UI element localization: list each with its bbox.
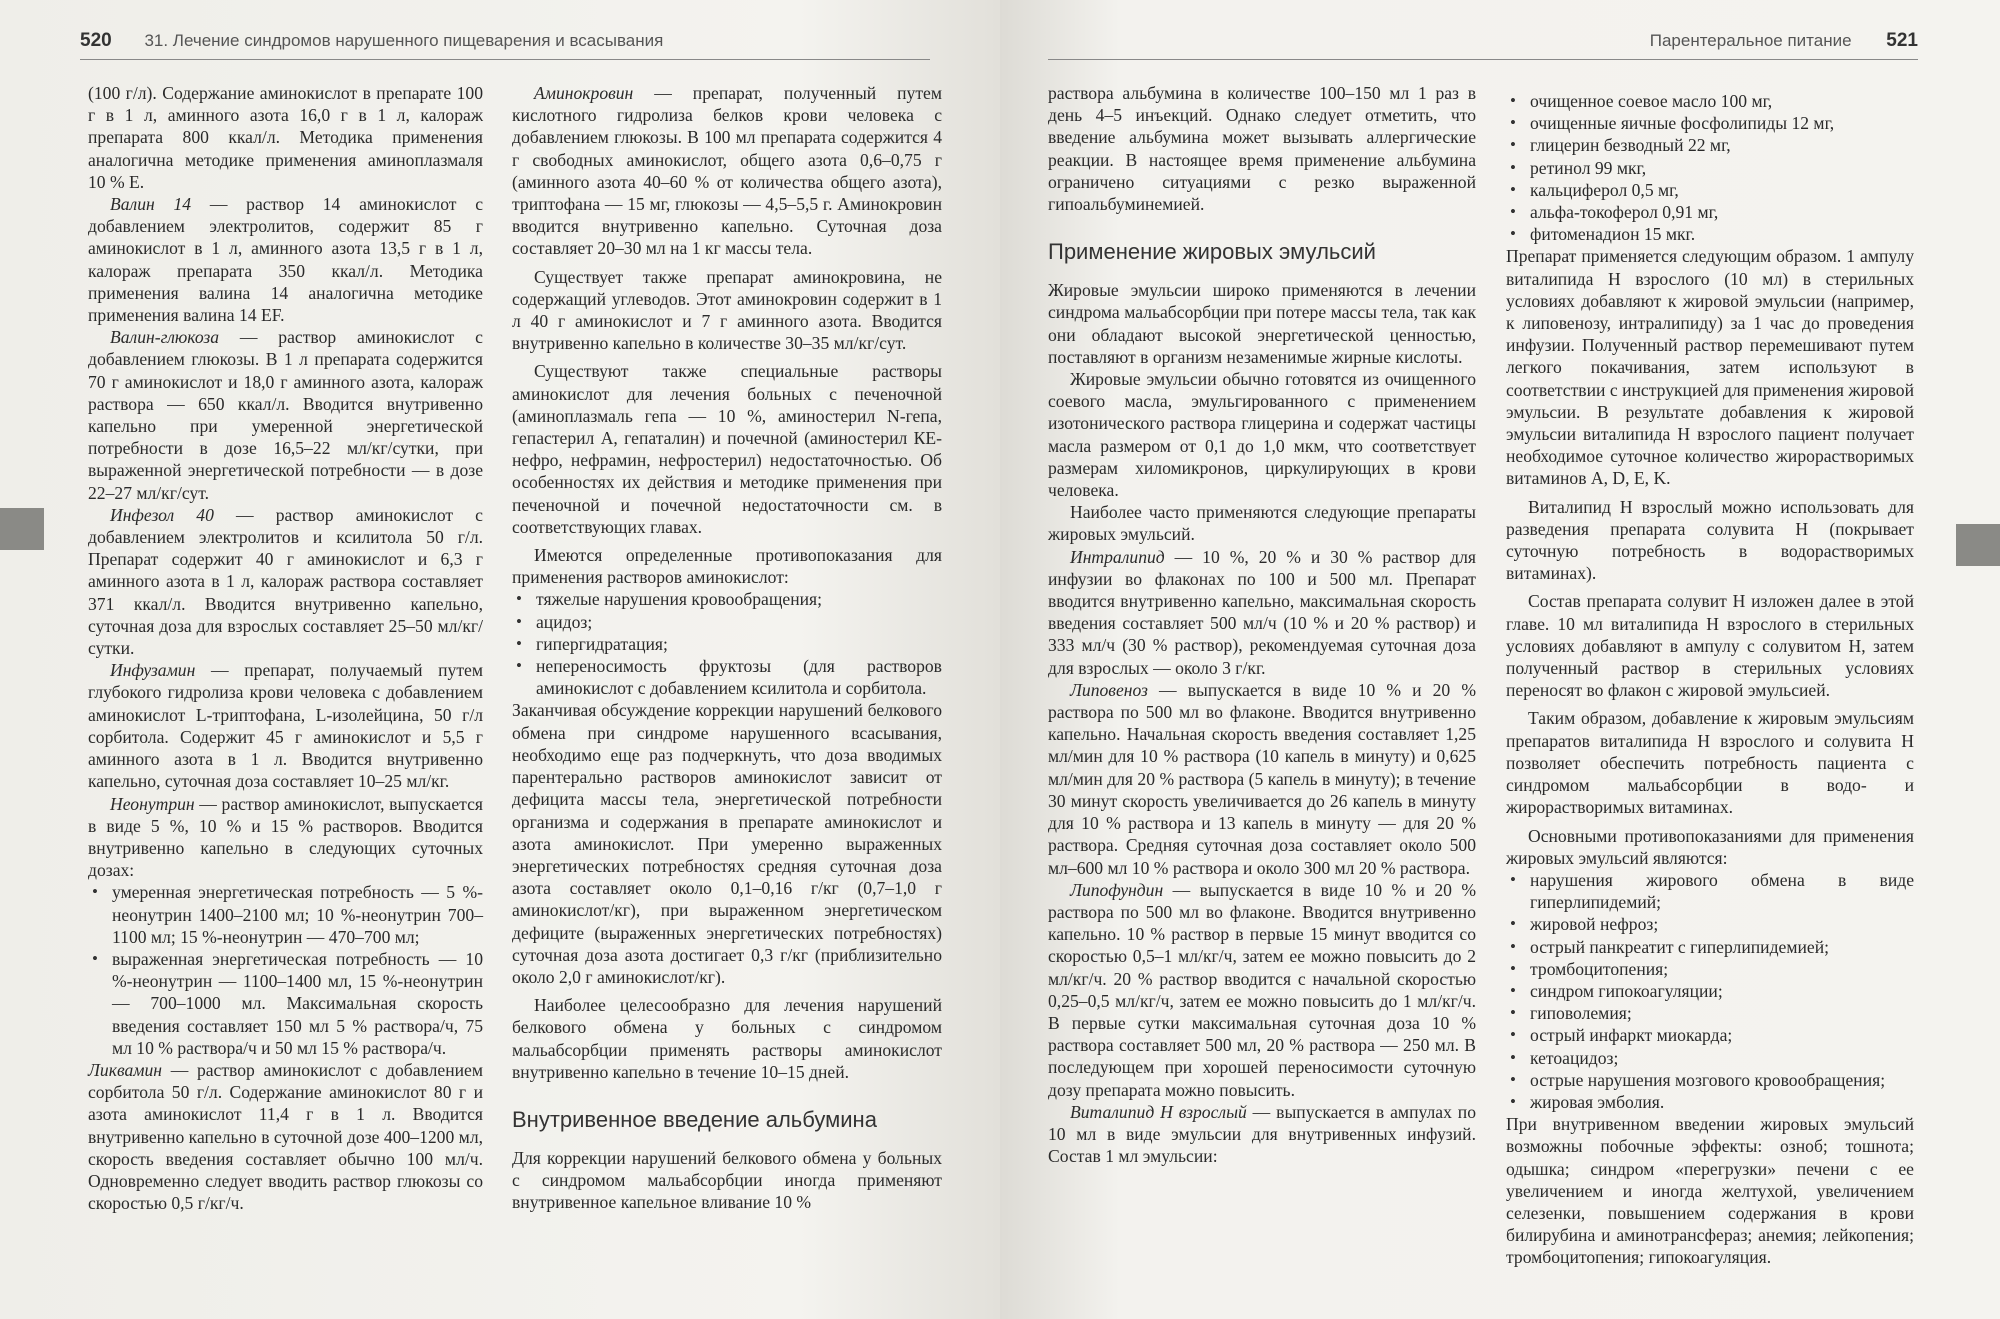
list-item: • тромбоцитопения; xyxy=(1530,958,1914,980)
drug-name: Неонутрин xyxy=(110,793,195,814)
left-page-number: 520 xyxy=(80,30,112,51)
paragraph: — препарат, получаемый путем глубокого гидролиза крови человека с добавлением аминокислот L-триптофана, L-изолейцина, 50 г/л сорбитола. Содержит 45 г аминокислот и 5,5 г аминного азота в 1 л. Вводится внутривенно капельно, суточная доза составляет 10–25 мл/кг. xyxy=(88,660,483,792)
list-item: • нарушения жирового обмена в виде гиперлипидемий; xyxy=(1530,869,1914,913)
paragraph: — выпускается в ампулах по 10 мл в виде эмульсии для внутривенных инфузий. Состав 1 мл эмульсии: xyxy=(1048,1101,1476,1167)
paragraph: Состав препарата солувит Н изложен далее в этой главе. 10 мл виталипида Н взрослого в стерильных условиях добавляют в ампулу с солувитом Н, затем полученный раствор в стерильных условиях переносят во флакон с жировой эмульсией. xyxy=(1506,591,1914,701)
paragraph: Существуют также специальные растворы аминокислот для лечения больных с печеночной (аминоплазмаль гепа — 10 %, аминостерил N-гепа, гепастерил А, гепаталин) и почечной (аминостерил КЕ-нефро, нефрамин, нефростерил) недостаточностью. Об особенностях их действия и методике применения при печеночной и почечной недостаточности см. в соответствующих главах. xyxy=(512,361,942,537)
paragraph: Существует также препарат аминокровина, не содержащий углеводов. Этот аминокровин содержит в 1 л 40 г аминокислот и 7 г аминного азота. Вводится внутривенно капельно в количестве 30–35 мл/кг/сут. xyxy=(512,266,942,354)
paragraph: — раствор 14 аминокислот с добавлением электролитов, содержит 85 г аминокислот в 1 л, аминного азота 13,5 г в 1 л, калораж препарата 350 ккал/л. Методика применения валина 14 аналогична методике применения валина 14 EF. xyxy=(88,194,484,326)
list-item: • ретинол 99 мкг, xyxy=(1530,157,1914,179)
paragraph: Имеются определенные противопоказания для применения растворов аминокислот: xyxy=(512,545,942,588)
drug-name: Ликвамин xyxy=(88,1059,163,1080)
list-item: • кальциферол 0,5 мг, xyxy=(1530,179,1914,201)
list-item: • синдром гипокоагуляции; xyxy=(1530,980,1914,1002)
paragraph: Заканчивая обсуждение коррекции нарушений белкового обмена при синдроме нарушенного всасывания, необходимо еще раз подчеркнуть, что доза вводимых парентерально растворов аминокислот зависит от дефицита массы тела, энергетической потребности организма и содержания в препарате аминокислот и азота аминокислот. При умеренно выраженных энергетических потребностях средняя суточная доза азота составляет около 0,1–0,16 г/кг (0,7–1,0 г аминокислот/кг), при выраженном энергетическом дефиците (выраженных энергетических потребностях) суточная доза азота достигает 0,3 г/кг (приблизительно около 2,0 г аминокислот/кг). xyxy=(512,700,942,987)
paragraph: Жировые эмульсии широко применяются в лечении синдрома мальабсорбции при потере массы тела, так как они обладают высокой энергетической ценностью, поставляют в организм незаменимые жирные кислоты. xyxy=(1048,280,1476,367)
drug-name: Аминокровин xyxy=(534,83,634,103)
page-edge-tab xyxy=(0,508,44,550)
paragraph: Жировые эмульсии обычно готовятся из очищенного соевого масла, эмульгированного с применением изотонического раствора глицерина и содержат частицы масла размером от 0,1 до 1,0 мкм, что соответствует размерам хиломикронов, циркулирующих в крови человека. xyxy=(1048,369,1476,501)
bullet-list xyxy=(512,588,942,699)
drug-name: Интралипид xyxy=(1070,546,1165,567)
list-item: • глицерин безводный 22 мг, xyxy=(1530,134,1914,156)
list-item: • кетоацидоз; xyxy=(1530,1047,1914,1069)
right-column-1 xyxy=(1048,82,1476,1167)
drug-name: Липофундин xyxy=(1070,879,1164,900)
left-column-2 xyxy=(512,82,942,1214)
paragraph: — 10 %, 20 % и 30 % раствор для инфузии во флаконах по 100 и 500 мл. Препарат вводится внутривенно капельно, максимальная скорость введения составляет 500 мл/ч (10 % и 20 % раствор) и 333 мл/ч (30 % раствор), рекомендуемая суточная доза для взрослых — около 3 г/кг. xyxy=(1048,546,1476,678)
left-column-1 xyxy=(88,82,483,1214)
paragraph: — раствор аминокислот, выпускается в виде 5 %, 10 % и 15 % растворов. Вводится внутривенно капельно в следующих суточных дозах: xyxy=(88,793,483,881)
section-heading: Внутривенное введение альбумина xyxy=(512,1106,877,1132)
paragraph: Для коррекции нарушений белкового обмена у больных с синдромом мальабсорбции иногда применяют внутривенное капельное вливание 10 % xyxy=(512,1147,942,1213)
left-running-title: 31. Лечение синдромов нарушенного пищеварения и всасывания xyxy=(144,31,664,50)
list-item: • непереносимость фруктозы (для растворов аминокислот с добавлением ксилитола и сорбитола. xyxy=(536,655,942,699)
list-item: • тяжелые нарушения кровообращения; xyxy=(536,588,942,610)
list-item: • очищенное соевое масло 100 мг, xyxy=(1530,90,1914,112)
bullet-list xyxy=(1506,90,1914,245)
page-edge-tab xyxy=(1956,524,2000,566)
paragraph: (100 г/л). Содержание аминокислот в препарате 100 г в 1 л, аминного азота 16,0 г в 1 л, калораж препарата 800 ккал/л. Методика применения аналогична методике применения аминоплазмаля 10 % Е. xyxy=(88,83,483,192)
left-page-header xyxy=(80,30,930,60)
drug-name: Липовеноз xyxy=(1070,679,1148,700)
list-item: • альфа-токоферол 0,91 мг, xyxy=(1530,201,1914,223)
paragraph: Таким образом, добавление к жировым эмульсиям препаратов виталипида Н взрослого и солувита Н позволяет обеспечить потребность пациента с синдромом мальабсорбции в водо- и жирорастворимых витаминах. xyxy=(1506,708,1914,818)
right-running-title: Парентеральное питание xyxy=(1649,31,1852,50)
paragraph: Наиболее целесообразно для лечения нарушений белкового обмена у больных с синдромом мальабсорбции применять растворы аминокислот внутривенно капельно в течение 10–15 дней. xyxy=(512,995,942,1082)
paragraph: Препарат применяется следующим образом. 1 ампулу виталипида Н взрослого (10 мл) в стерильных условиях добавляют к жировой эмульсии (например, к липовенозу, интралипиду) за 1 час до проведения инфузии. Полученный раствор перемешивают путем легкого покачивания, затем используют в соответствии с инструкцией для применения жировой эмульсии. В результате добавления к жировой эмульсии виталипида Н взрослого пациент получает необходимое суточное количество жирорастворимых витаминов А, D, E, K. xyxy=(1506,246,1914,489)
list-item: • ацидоз; xyxy=(536,611,942,633)
paragraph: Основными противопоказаниями для применения жировых эмульсий являются: xyxy=(1506,825,1914,868)
list-item: • очищенные яичные фосфолипиды 12 мг, xyxy=(1530,112,1914,134)
drug-name: Виталипид Н взрослый xyxy=(1070,1101,1247,1122)
drug-name: Инфезол 40 xyxy=(110,504,214,525)
paragraph: — раствор аминокислот с добавлением сорбитола 50 г/л. Содержание аминокислот 80 г и азота аминокислот 11,4 г в 1 л. Вводится внутривенно капельно в суточной дозе 400–1200 мл, скорость введения составляет обычно 100 мл/ч. Одновременно следует вводить раствор глюкозы со скоростью 0,5 г/кг/ч. xyxy=(88,1059,483,1214)
paragraph: — выпускается в виде 10 % и 20 % раствора по 500 мл во флаконе. Вводится внутривенно капельно. 10 % раствор в первые 15 минут вводится со скоростью 0,5–1 мл/кг/ч, затем ее можно повысить до 2 мл/кг/ч. 20 % раствор вводится с начальной скоростью 0,25–0,5 мл/кг/ч, затем ее можно повысить до 1 мл/кг/ч. В первые сутки максимальная суточная доза 10 % раствора составляет 500 мл, 20 % раствора — 250 мл. В последующем при хорошей переносимости суточную дозу препарата можно повысить. xyxy=(1048,879,1476,1100)
drug-name: Инфузамин xyxy=(110,660,196,681)
paragraph: раствора альбумина в количестве 100–150 мл 1 раз в день 4–5 инъекций. Однако следует отметить, что введение альбумина может вызывать аллергические реакции. В настоящее время применение альбумина ограничено ситуациями с резко выраженной гипоальбуминемией. xyxy=(1048,83,1476,215)
right-page xyxy=(1000,0,2000,1319)
right-page-header xyxy=(1048,30,1918,60)
list-item: • жировой нефроз; xyxy=(1530,913,1914,935)
list-item: • острые нарушения мозгового кровообращения; xyxy=(1530,1069,1914,1091)
right-page-number: 521 xyxy=(1886,30,1918,51)
paragraph: При внутривенном введении жировых эмульсий возможны побочные эффекты: озноб; тошнота; одышка; синдром «перегрузки» печени с ее увеличением и иногда желтухой, увеличением селезенки, повышением содержания в крови билирубина и аминотрансфераз; анемия; лейкопения; тромбоцитопения; гипокоагуляция. xyxy=(1506,1114,1914,1268)
paragraph: — раствор аминокислот с добавлением глюкозы. В 1 л препарата содержится 70 г аминокислот и 18,0 г аминного азота, калораж раствора — 650 ккал/л. Вводится внутривенно капельно при умеренной энергетической потребности в дозе 16,5–22 мл/кг/сутки, при выраженной энергетической потребности — в дозе 22–27 мл/кг/сут. xyxy=(88,327,483,503)
list-item: • гиповолемия; xyxy=(1530,1002,1914,1024)
drug-name: Валин 14 xyxy=(110,194,192,215)
list-item: • острый панкреатит с гиперлипидемией; xyxy=(1530,936,1914,958)
paragraph: — раствор аминокислот с добавлением электролитов и ксилитола 50 г/л. Препарат содержит 40 г аминокислот и 6,3 г аминного азота в 1 л, калораж раствора составляет 371 ккал/л. Вводится внутривенно капельно, суточная доза для взрослых составляет 25–50 мл/кг/сутки. xyxy=(88,504,483,659)
list-item: • жировая эмболия. xyxy=(1530,1091,1914,1113)
list-item: • умеренная энергетическая потребность — 5 %-неонутрин 1400–2100 мл; 10 %-неонутрин 700–1100 мл; 15 %-неонутрин — 470–700 мл; xyxy=(112,881,483,948)
drug-name: Валин-глюкоза xyxy=(110,327,220,348)
paragraph: Наиболее часто применяются следующие препараты жировых эмульсий. xyxy=(1048,502,1476,545)
header-rule xyxy=(1048,59,1918,60)
list-item: • выраженная энергетическая потребность — 10 %-неонутрин — 1100–1400 мл, 15 %-неонутрин — 700–1000 мл. Максимальная скорость введения составляет 150 мл 5 % раствора/ч, 75 мл 10 % раствора/ч и 50 мл 15 % раствора/ч. xyxy=(112,948,483,1059)
bullet-list xyxy=(1506,869,1914,1113)
list-item: • фитоменадион 15 мкг. xyxy=(1530,223,1914,245)
right-column-2 xyxy=(1506,90,1914,1269)
paragraph: — препарат, полученный путем кислотного гидролиза белков крови человека с добавлением глюкозы. В 100 мл препарата содержится 4 г свободных аминокислот, общего азота 0,6–0,75 г (аминного азота 40–60 % от количества общего азота), триптофана — 15 мг, глюкозы — 4,5–5,5 г. Аминокровин вводится внутривенно капельно. Суточная доза составляет 20–30 мл на 1 кг массы тела. xyxy=(512,83,942,259)
list-item: • острый инфаркт миокарда; xyxy=(1530,1024,1914,1046)
bullet-list xyxy=(88,881,483,1059)
paragraph: Виталипид Н взрослый можно использовать для разведения препарата солувита Н (покрывает суточную потребность в водорастворимых витаминах). xyxy=(1506,496,1914,584)
header-rule xyxy=(80,59,930,60)
section-heading: Применение жировых эмульсий xyxy=(1048,239,1376,265)
list-item: • гипергидратация; xyxy=(536,633,942,655)
paragraph: — выпускается в виде 10 % и 20 % раствора по 500 мл во флаконе. Вводится внутривенно капельно. Начальная скорость введения составляет 1,25 мл/мин для 10 % раствора (10 капель в минуту) и 0,625 мл/мин для 20 % раствора (5 капель в минуту); в течение 30 минут скорость увеличивается до 26 капель в минуту для 10 % раствора и 13 капель в минуту — для 20 % раствора. Средняя суточная доза составляет около 500 мл–600 мл 10 % раствора и около 300 мл 20 % раствора. xyxy=(1048,679,1476,878)
